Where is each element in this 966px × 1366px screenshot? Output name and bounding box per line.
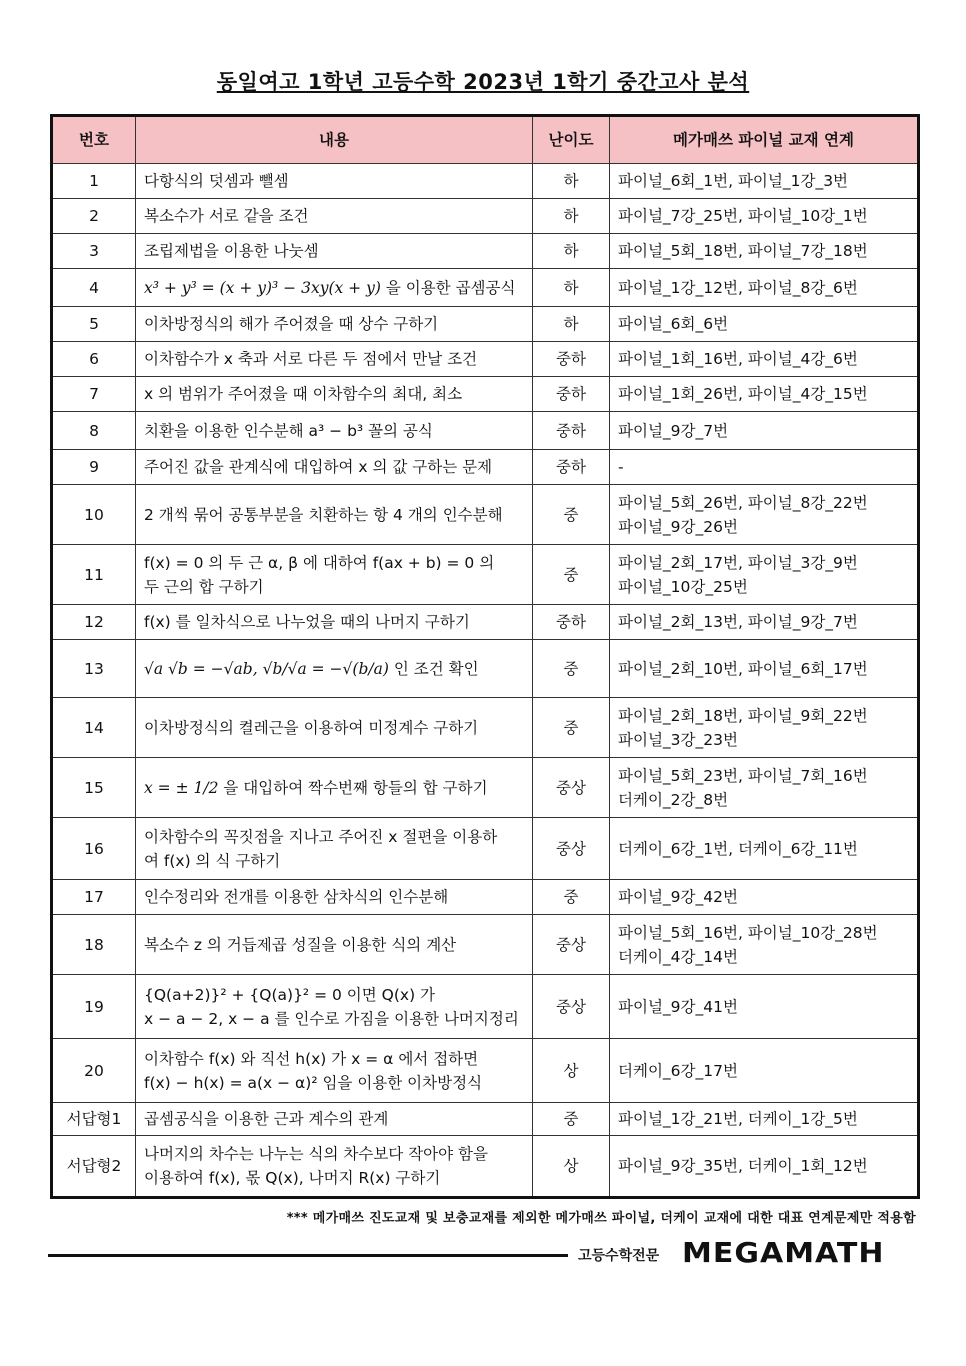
- table-row: [52, 377, 919, 412]
- row-level: 중: [533, 485, 610, 545]
- row-link: 더케이_6강_17번: [610, 1039, 919, 1103]
- row-link: 파이널_2회_10번, 파이널_6회_17번: [610, 640, 919, 698]
- row-number: 7: [52, 377, 136, 412]
- row-level: 상: [533, 1136, 610, 1198]
- row-level: 중: [533, 1103, 610, 1136]
- row-number: 9: [52, 450, 136, 485]
- footer-divider: [48, 1254, 568, 1257]
- row-level: 중상: [533, 818, 610, 880]
- row-link: -: [610, 450, 919, 485]
- row-level: 중하: [533, 412, 610, 450]
- table-row: [52, 758, 919, 818]
- row-content: 이차함수가 x 축과 서로 다른 두 점에서 만날 조건: [136, 342, 533, 377]
- row-content: 복소수가 서로 같을 조건: [136, 199, 533, 234]
- row-link: [610, 698, 919, 758]
- row-content-line: 나머지의 차수는 나누는 식의 차수보다 작아야 함을: [144, 1145, 488, 1163]
- row-number: 19: [52, 975, 136, 1039]
- table-row: [52, 818, 919, 880]
- row-link: 파이널_1회_16번, 파이널_4강_6번: [610, 342, 919, 377]
- row-level: 하: [533, 307, 610, 342]
- row-content: 복소수 z 의 거듭제곱 성질을 이용한 식의 계산: [136, 915, 533, 975]
- table-row: [52, 450, 919, 485]
- row-link-line: 파이널_2회_18번, 파이널_9회_22번: [618, 706, 868, 725]
- row-level: 중: [533, 880, 610, 915]
- table-row: [52, 1136, 919, 1198]
- row-number: 12: [52, 605, 136, 640]
- table-row: [52, 485, 919, 545]
- row-level: 하: [533, 164, 610, 199]
- row-level: 중하: [533, 377, 610, 412]
- row-content: [136, 269, 533, 307]
- row-content: x 의 범위가 주어졌을 때 이차함수의 최대, 최소: [136, 377, 533, 412]
- row-number: 8: [52, 412, 136, 450]
- row-link: 파이널_1회_26번, 파이널_4강_15번: [610, 377, 919, 412]
- row-link: 파이널_6회_1번, 파이널_1강_3번: [610, 164, 919, 199]
- row-number: 4: [52, 269, 136, 307]
- formula-half: x = ± 1/2: [144, 778, 219, 797]
- row-link: 파이널_2회_13번, 파이널_9강_7번: [610, 605, 919, 640]
- table-row: [52, 269, 919, 307]
- row-content-line: 이차함수의 꼭짓점을 지나고 주어진 x 절편을 이용하: [144, 827, 498, 846]
- row-content-text: 인 조건 확인: [393, 659, 479, 678]
- row-content: [136, 1039, 533, 1103]
- table-row: [52, 342, 919, 377]
- row-level: 중하: [533, 342, 610, 377]
- row-content: [136, 758, 533, 818]
- row-number: 5: [52, 307, 136, 342]
- row-link: [610, 758, 919, 818]
- row-content: [136, 640, 533, 698]
- row-link: 파이널_1강_21번, 더케이_1강_5번: [610, 1103, 919, 1136]
- row-content-text: 을 이용한 곱셈공식: [385, 278, 516, 297]
- row-number: 2: [52, 199, 136, 234]
- row-level: 중: [533, 640, 610, 698]
- row-content: 인수정리와 전개를 이용한 삼차식의 인수분해: [136, 880, 533, 915]
- row-number: 서답형1: [52, 1103, 136, 1136]
- row-link: 파이널_9강_42번: [610, 880, 919, 915]
- row-number: 6: [52, 342, 136, 377]
- row-link: 파이널_6회_6번: [610, 307, 919, 342]
- row-number: 18: [52, 915, 136, 975]
- row-content-line: f(x) − h(x) = a(x − α)² 임을 이용한 이차방정식: [144, 1073, 483, 1092]
- table-row: [52, 975, 919, 1039]
- table-row: [52, 605, 919, 640]
- row-link-line: 파이널_3강_23번: [618, 730, 738, 749]
- row-link: [610, 485, 919, 545]
- row-content-line: f(x) = 0 의 두 근 α, β 에 대하여 f(ax + b) = 0 의: [144, 553, 495, 572]
- formula-radicals: √a √b = −√ab, √b/√a = −√(b/a): [144, 659, 389, 678]
- row-link-line: 파이널_5회_26번, 파이널_8강_22번: [618, 493, 868, 512]
- row-link: [610, 545, 919, 605]
- row-link-line: 파이널_5회_23번, 파이널_7회_16번: [618, 766, 868, 785]
- formula-sum-of-cubes: x³ + y³ = (x + y)³ − 3xy(x + y): [144, 278, 381, 297]
- row-content-line: {Q(a+2)}² + {Q(a)}² = 0 이면 Q(x) 가: [144, 985, 436, 1004]
- row-content: 곱셈공식을 이용한 근과 계수의 관계: [136, 1103, 533, 1136]
- row-level: 하: [533, 234, 610, 269]
- row-link-line: 파이널_10강_25번: [618, 577, 748, 596]
- row-level: 중하: [533, 605, 610, 640]
- row-number: 17: [52, 880, 136, 915]
- row-level: 중: [533, 545, 610, 605]
- megamath-logo: MEGAMATH: [682, 1237, 885, 1270]
- analysis-table: [50, 114, 920, 1199]
- row-number: 3: [52, 234, 136, 269]
- row-number: 20: [52, 1039, 136, 1103]
- table-row: [52, 412, 919, 450]
- row-link: 파이널_9강_35번, 더케이_1회_12번: [610, 1136, 919, 1198]
- row-link: 파이널_5회_18번, 파이널_7강_18번: [610, 234, 919, 269]
- row-link: 파이널_1강_12번, 파이널_8강_6번: [610, 269, 919, 307]
- row-link: 파이널_7강_25번, 파이널_10강_1번: [610, 199, 919, 234]
- row-content: [136, 1136, 533, 1198]
- table-row: [52, 880, 919, 915]
- row-content: 이차방정식의 켤레근을 이용하여 미정계수 구하기: [136, 698, 533, 758]
- row-content: 다항식의 덧셈과 뺄셈: [136, 164, 533, 199]
- table-row: [52, 640, 919, 698]
- footnote: *** 메가매쓰 진도교재 및 보충교재를 제외한 메가매쓰 파이널, 더케이 교재에 대한 대표 연계문제만 적용함: [286, 1211, 916, 1226]
- row-number: 15: [52, 758, 136, 818]
- row-number: 11: [52, 545, 136, 605]
- row-content: 이차방정식의 해가 주어졌을 때 상수 구하기: [136, 307, 533, 342]
- row-content: [136, 545, 533, 605]
- row-content-line: 이차함수 f(x) 와 직선 h(x) 가 x = α 에서 접하면: [144, 1049, 479, 1068]
- row-level: 중상: [533, 915, 610, 975]
- row-link-line: 파이널_9강_26번: [618, 517, 738, 536]
- row-content: [136, 975, 533, 1039]
- row-link-line: 더케이_2강_8번: [618, 790, 729, 809]
- header-difficulty: 난이도: [533, 116, 610, 164]
- row-number: 14: [52, 698, 136, 758]
- row-link: 파이널_9강_41번: [610, 975, 919, 1039]
- row-link: 파이널_9강_7번: [610, 412, 919, 450]
- table-row: [52, 1039, 919, 1103]
- row-link-line: 더케이_4강_14번: [618, 947, 738, 966]
- row-level: 중하: [533, 450, 610, 485]
- row-number: 서답형2: [52, 1136, 136, 1198]
- row-level: 하: [533, 269, 610, 307]
- row-number: 1: [52, 164, 136, 199]
- row-number: 16: [52, 818, 136, 880]
- row-content: [136, 818, 533, 880]
- row-level: 중상: [533, 758, 610, 818]
- row-content: 치환을 이용한 인수분해 a³ − b³ 꼴의 공식: [136, 412, 533, 450]
- row-link-line: 파이널_5회_16번, 파이널_10강_28번: [618, 923, 878, 942]
- header-number: 번호: [52, 116, 136, 164]
- row-content-text: 을 대입하여 짝수번째 항들의 합 구하기: [223, 778, 488, 797]
- row-content: 조립제법을 이용한 나눗셈: [136, 234, 533, 269]
- row-content-line: 두 근의 합 구하기: [144, 577, 264, 596]
- row-content: 2 개씩 묶어 공통부분을 치환하는 항 4 개의 인수분해: [136, 485, 533, 545]
- brand-subtitle: 고등수학전문: [578, 1248, 660, 1264]
- row-number: 10: [52, 485, 136, 545]
- page-title: 동일여고 1학년 고등수학 2023년 1학기 중간고사 분석: [216, 70, 750, 94]
- row-link: [610, 915, 919, 975]
- header-content: 내용: [136, 116, 533, 164]
- row-level: 상: [533, 1039, 610, 1103]
- row-content-line: 여 f(x) 의 식 구하기: [144, 851, 281, 870]
- row-content-line: 이용하여 f(x), 몫 Q(x), 나머지 R(x) 구하기: [144, 1169, 441, 1187]
- row-level: 중: [533, 698, 610, 758]
- header-textbook-link: 메가매쓰 파이널 교재 연계: [610, 116, 919, 164]
- table-header-row: [52, 116, 919, 164]
- row-link: 더케이_6강_1번, 더케이_6강_11번: [610, 818, 919, 880]
- row-number: 13: [52, 640, 136, 698]
- row-content: f(x) 를 일차식으로 나누었을 때의 나머지 구하기: [136, 605, 533, 640]
- table-row: [52, 698, 919, 758]
- row-content: 주어진 값을 관계식에 대입하여 x 의 값 구하는 문제: [136, 450, 533, 485]
- row-link-line: 파이널_2회_17번, 파이널_3강_9번: [618, 553, 858, 572]
- table-row: [52, 199, 919, 234]
- table-row: [52, 1103, 919, 1136]
- row-content-line: x − a − 2, x − a 를 인수로 가짐을 이용한 나머지정리: [144, 1009, 519, 1028]
- table-row: [52, 545, 919, 605]
- row-level: 중상: [533, 975, 610, 1039]
- row-level: 하: [533, 199, 610, 234]
- table-row: [52, 164, 919, 199]
- table-row: [52, 234, 919, 269]
- table-row: [52, 307, 919, 342]
- table-row: [52, 915, 919, 975]
